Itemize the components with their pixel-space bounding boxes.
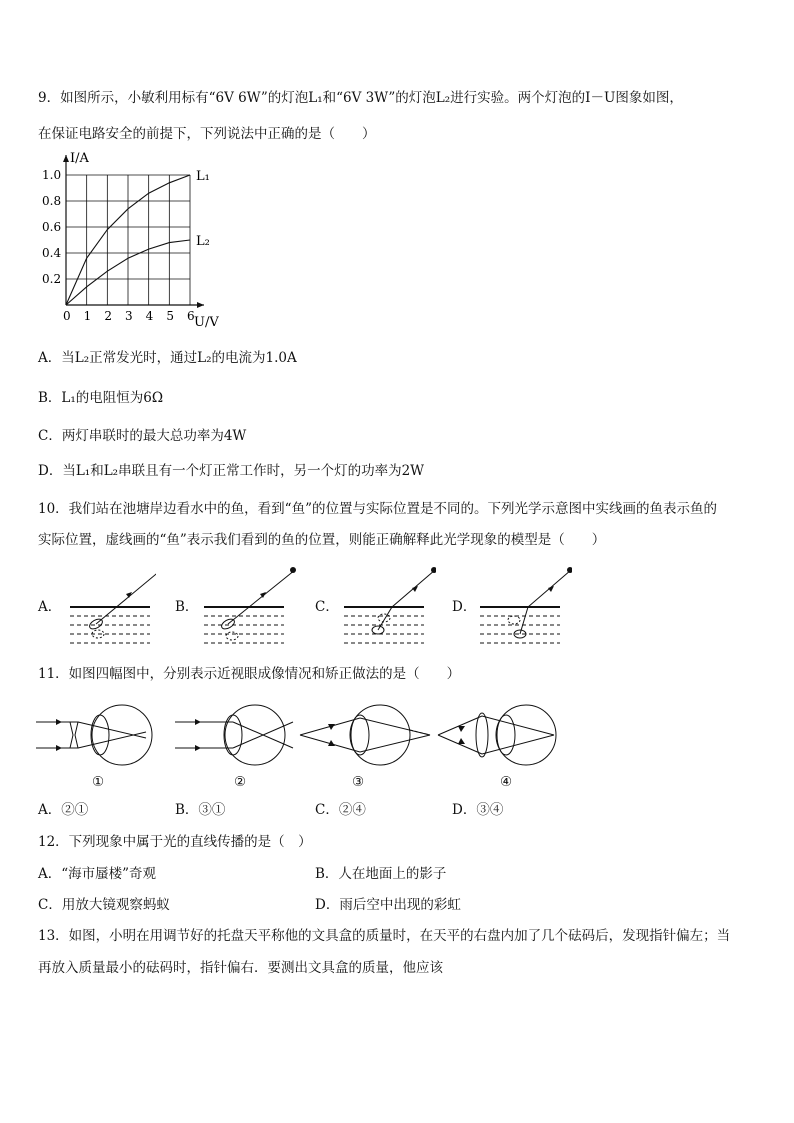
q9-option-c[interactable]: C．两灯串联时的最大总功率为4W (38, 428, 247, 444)
q9-stem-line1: 9．如图所示，小敏利用标有“6V 6W”的灯泡L₁和“6V 3W”的灯泡L₂进行实验。两个灯泡的I－U图象如图， (38, 90, 683, 106)
y-tick-label: 1.0 (42, 168, 62, 182)
q10-label-b[interactable]: B． (175, 599, 199, 615)
q9-option-a[interactable]: A．当L₂正常发光时，通过L₂的电流为1.0A (38, 350, 297, 366)
q10-label-d[interactable]: D． (452, 599, 477, 615)
x-tick-label: 4 (145, 309, 154, 323)
y-tick-label: 0.8 (42, 194, 62, 208)
q12-option-a[interactable]: A．“海市蜃楼”奇观 (38, 866, 157, 882)
q10-label-c[interactable]: C． (315, 599, 339, 615)
q11-option-b[interactable]: B．③① (175, 802, 226, 818)
y-tick-label: 0.6 (42, 220, 62, 234)
eye-diagram-1 (36, 700, 156, 770)
series-label: L₂ (196, 234, 210, 249)
eye-fig-label-2: ② (234, 774, 247, 790)
y-tick-label: 0.2 (42, 272, 62, 286)
q11-option-a[interactable]: A．②① (38, 802, 89, 818)
q10-stem-line1: 10．我们站在池塘岸边看水中的鱼，看到“鱼”的位置与实际位置是不同的。下列光学示意图中实线画的鱼表示鱼的 (38, 501, 717, 517)
eye-fig-label-3: ③ (352, 774, 365, 790)
x-tick-label: 5 (166, 309, 174, 323)
fish-diagram-b (200, 562, 296, 652)
iu-graph (36, 150, 276, 330)
y-tick-label: 0.4 (42, 246, 62, 260)
x-tick-label: 6 (187, 309, 195, 323)
x-axis-label: U/V (194, 315, 219, 330)
series-label: L₁ (196, 169, 210, 184)
eye-fig-label-4: ④ (500, 774, 513, 790)
q11-option-d[interactable]: D．③④ (452, 802, 504, 818)
q12-option-c[interactable]: C．用放大镜观察蚂蚁 (38, 897, 170, 913)
q12-stem: 12．下列现象中属于光的直线传播的是（ ） (38, 834, 312, 850)
q11-stem: 11．如图四幅图中，分别表示近视眼成像情况和矫正做法的是（ ） (38, 666, 461, 682)
fish-diagram-d (476, 562, 572, 652)
fish-diagram-c (340, 562, 436, 652)
x-tick-label: 0 (63, 309, 71, 323)
q9-option-d[interactable]: D．当L₁和L₂串联且有一个灯正常工作时，另一个灯的功率为2W (38, 463, 425, 479)
y-axis-arrow (63, 155, 69, 162)
eye-diagram-3 (298, 700, 438, 770)
q9-stem-line2: 在保证电路安全的前提下，下列说法中正确的是（ ） (38, 126, 376, 142)
q13-stem-line1: 13．如图，小明在用调节好的托盘天平称他的文具盒的质量时，在天平的右盘内加了几个砝码后，发现指针偏左；当 (38, 928, 731, 944)
eye-diagram-2 (175, 700, 295, 770)
eye-diagram-4 (436, 700, 566, 770)
q9-option-b[interactable]: B．L₁的电阻恒为6Ω (38, 390, 164, 406)
x-tick-label: 2 (104, 309, 112, 323)
x-axis-arrow (197, 302, 204, 308)
q12-option-d[interactable]: D．雨后空中出现的彩虹 (315, 897, 461, 913)
q11-option-c[interactable]: C．②④ (315, 802, 366, 818)
x-tick-label: 3 (125, 309, 133, 323)
q10-stem-line2: 实际位置，虚线画的“鱼”表示我们看到的鱼的位置，则能正确解释此光学现象的模型是（ ） (38, 532, 606, 548)
x-tick-label: 1 (83, 309, 92, 323)
q10-label-a[interactable]: A． (38, 599, 62, 615)
eye-fig-label-1: ① (92, 774, 105, 790)
fish-diagram-a (66, 562, 156, 652)
q12-option-b[interactable]: B．人在地面上的影子 (315, 866, 447, 882)
q13-stem-line2: 再放入质量最小的砝码时，指针偏右．要测出文具盒的质量，他应该 (38, 960, 443, 976)
y-axis-label: I/A (70, 151, 89, 166)
